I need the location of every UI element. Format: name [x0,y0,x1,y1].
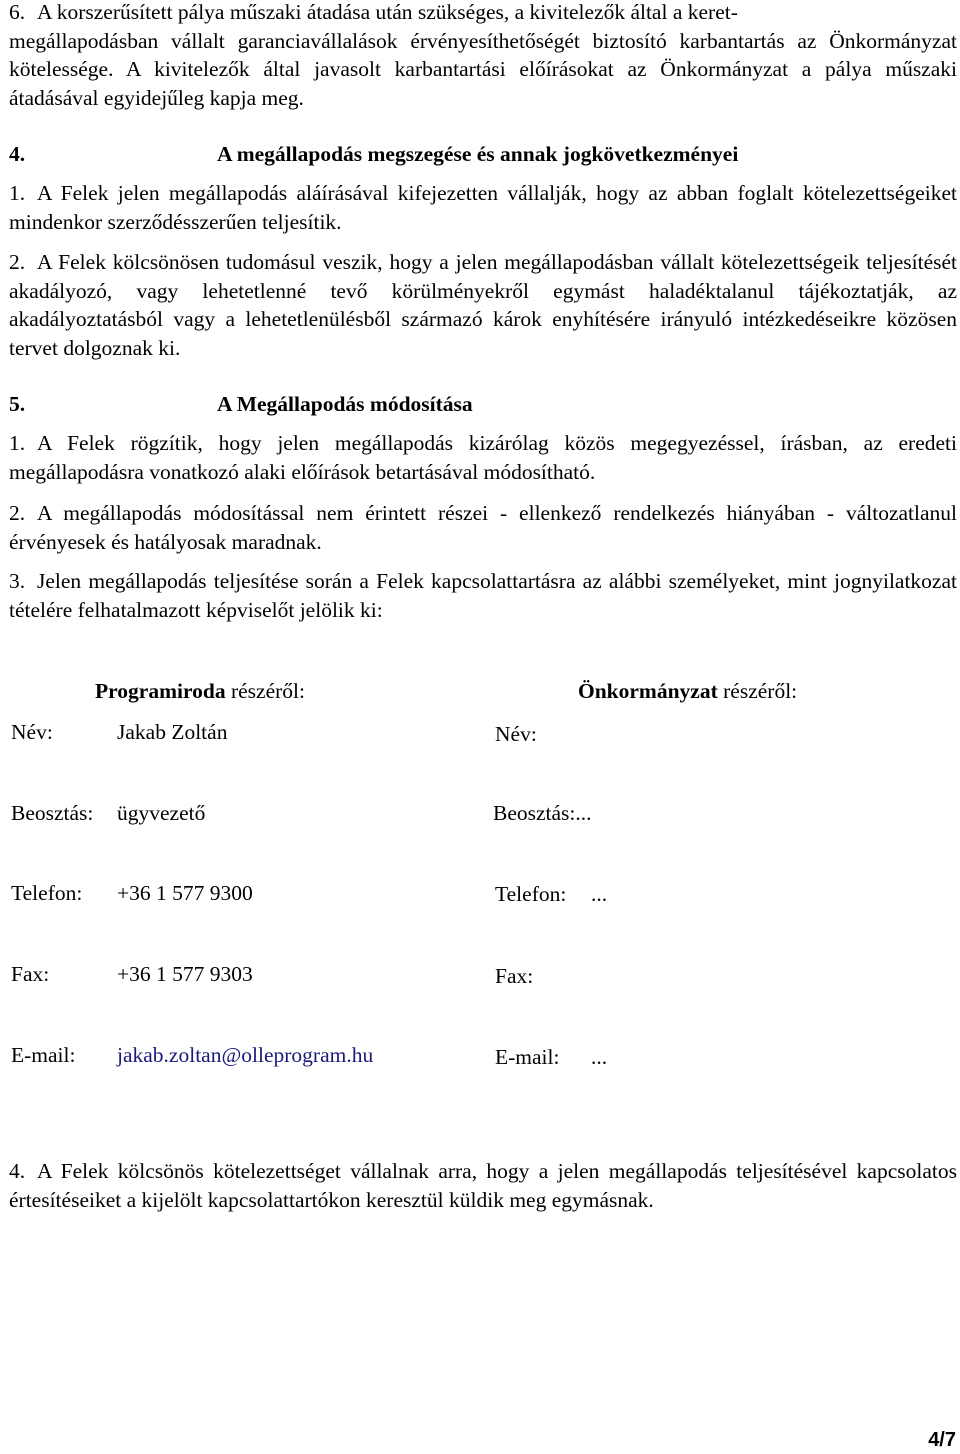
paragraph-text: A Felek kölcsönösen tudomásul veszik, hogy a jelen megállapodásban vállalt kötelezettségeik teljesítését akadályozó, vagy lehetetlenné tevő körülményekről egymást haladéktalanul tájékoztatják, az akadályoztatásból vagy a lehetetlenülésből származó károk enyhítésére irányuló intézkedéseikre közösen tervet dolgoznak ki. [9,250,957,360]
right-position-label: Beosztás:... [493,801,592,825]
right-phone-label: Telefon: [495,882,567,906]
section-number: 4. [9,142,26,166]
right-org-suffix: részéről: [723,679,798,703]
paragraph-text: A Felek kölcsönös kötelezettséget vállalnak arra, hogy a jelen megállapodás teljesítésével kapcsolatos értesítéseiket a kijelölt kapcsolattartókon keresztül küldik meg egymásnak. [9,1159,957,1212]
left-org-suffix: részéről: [230,679,305,703]
page-number: 4/7 [928,1429,956,1451]
paragraph-number: 1. [9,431,26,455]
left-fax-value: +36 1 577 9303 [117,962,253,986]
right-phone-value: ... [591,882,608,906]
left-position-value: ügyvezető [117,801,206,825]
section-5-paragraph-3 [9,567,957,624]
left-position-label: Beosztás: [11,801,94,825]
left-name-label: Név: [11,720,53,744]
right-name-label: Név: [495,722,537,746]
left-contact-header [95,677,305,705]
paragraph-number: 3. [9,569,26,593]
section-4-heading [9,140,957,168]
paragraph-6 [9,0,957,112]
left-fax-label: Fax: [11,962,50,986]
section-title: A megállapodás megszegése és annak jogkövetkezményei [217,142,739,166]
right-org-name: Önkormányzat [578,679,718,703]
paragraph-number: 1. [9,181,26,205]
paragraph-text: A Felek jelen megállapodás aláírásával kifejezetten vállalják, hogy az abban foglalt kötelezettségeiket mindenkor szerződésszerűen teljesítik. [9,181,957,234]
paragraph-number: 2. [9,501,26,525]
paragraph-text: A megállapodás módosítással nem érintett részei - ellenkező rendelkezés hiányában - változatlanul érvényesek és hatályosak maradnak. [9,501,957,554]
right-email-value: ... [591,1045,608,1069]
paragraph-number: 2. [9,250,26,274]
left-phone-label: Telefon: [11,881,83,905]
left-org-name: Programiroda [95,679,226,703]
right-fax-label: Fax: [495,964,534,988]
section-4-paragraph-2 [9,248,957,362]
left-email-link[interactable]: jakab.zoltan@olleprogram.hu [117,1043,374,1067]
paragraph-text: A Felek rögzítik, hogy jelen megállapodás kizárólag közös megegyezéssel, írásban, az eredeti megállapodásra vonatkozó alaki előírások betartásával módosítható. [9,431,957,484]
paragraph-first-line [9,0,957,27]
left-phone-value: +36 1 577 9300 [117,881,253,905]
section-5-heading [9,390,957,418]
paragraph-number: 6. [9,0,26,24]
section-5-paragraph-1 [9,429,957,486]
right-contact-header [578,677,797,705]
section-5-paragraph-2 [9,499,957,556]
section-title: A Megállapodás módosítása [217,392,473,416]
section-4-paragraph-1 [9,179,957,236]
paragraph-text: A korszerűsített pálya műszaki átadása után szükséges, a kivitelezők által a keret- [37,0,738,24]
left-email-label: E-mail: [11,1043,76,1067]
paragraph-continuation: megállapodásban vállalt garanciavállalások érvényesíthetőségét biztosító karbantartás az Önkormányzat kötelessége. A kivitelezők által javasolt karbantartási előírásokat az Önkormányzat a pálya műszaki átadásával egyidejűleg kapja meg. [9,28,957,110]
paragraph-number: 4. [9,1159,26,1183]
left-name-value: Jakab Zoltán [117,720,228,744]
section-number: 5. [9,392,26,416]
paragraph-text: Jelen megállapodás teljesítése során a Felek kapcsolattartásra az alábbi személyeket, mint jognyilatkozat tételére felhatalmazott képviselőt jelölik ki: [9,569,957,622]
paragraph-4-final [9,1157,957,1214]
right-email-label: E-mail: [495,1045,560,1069]
